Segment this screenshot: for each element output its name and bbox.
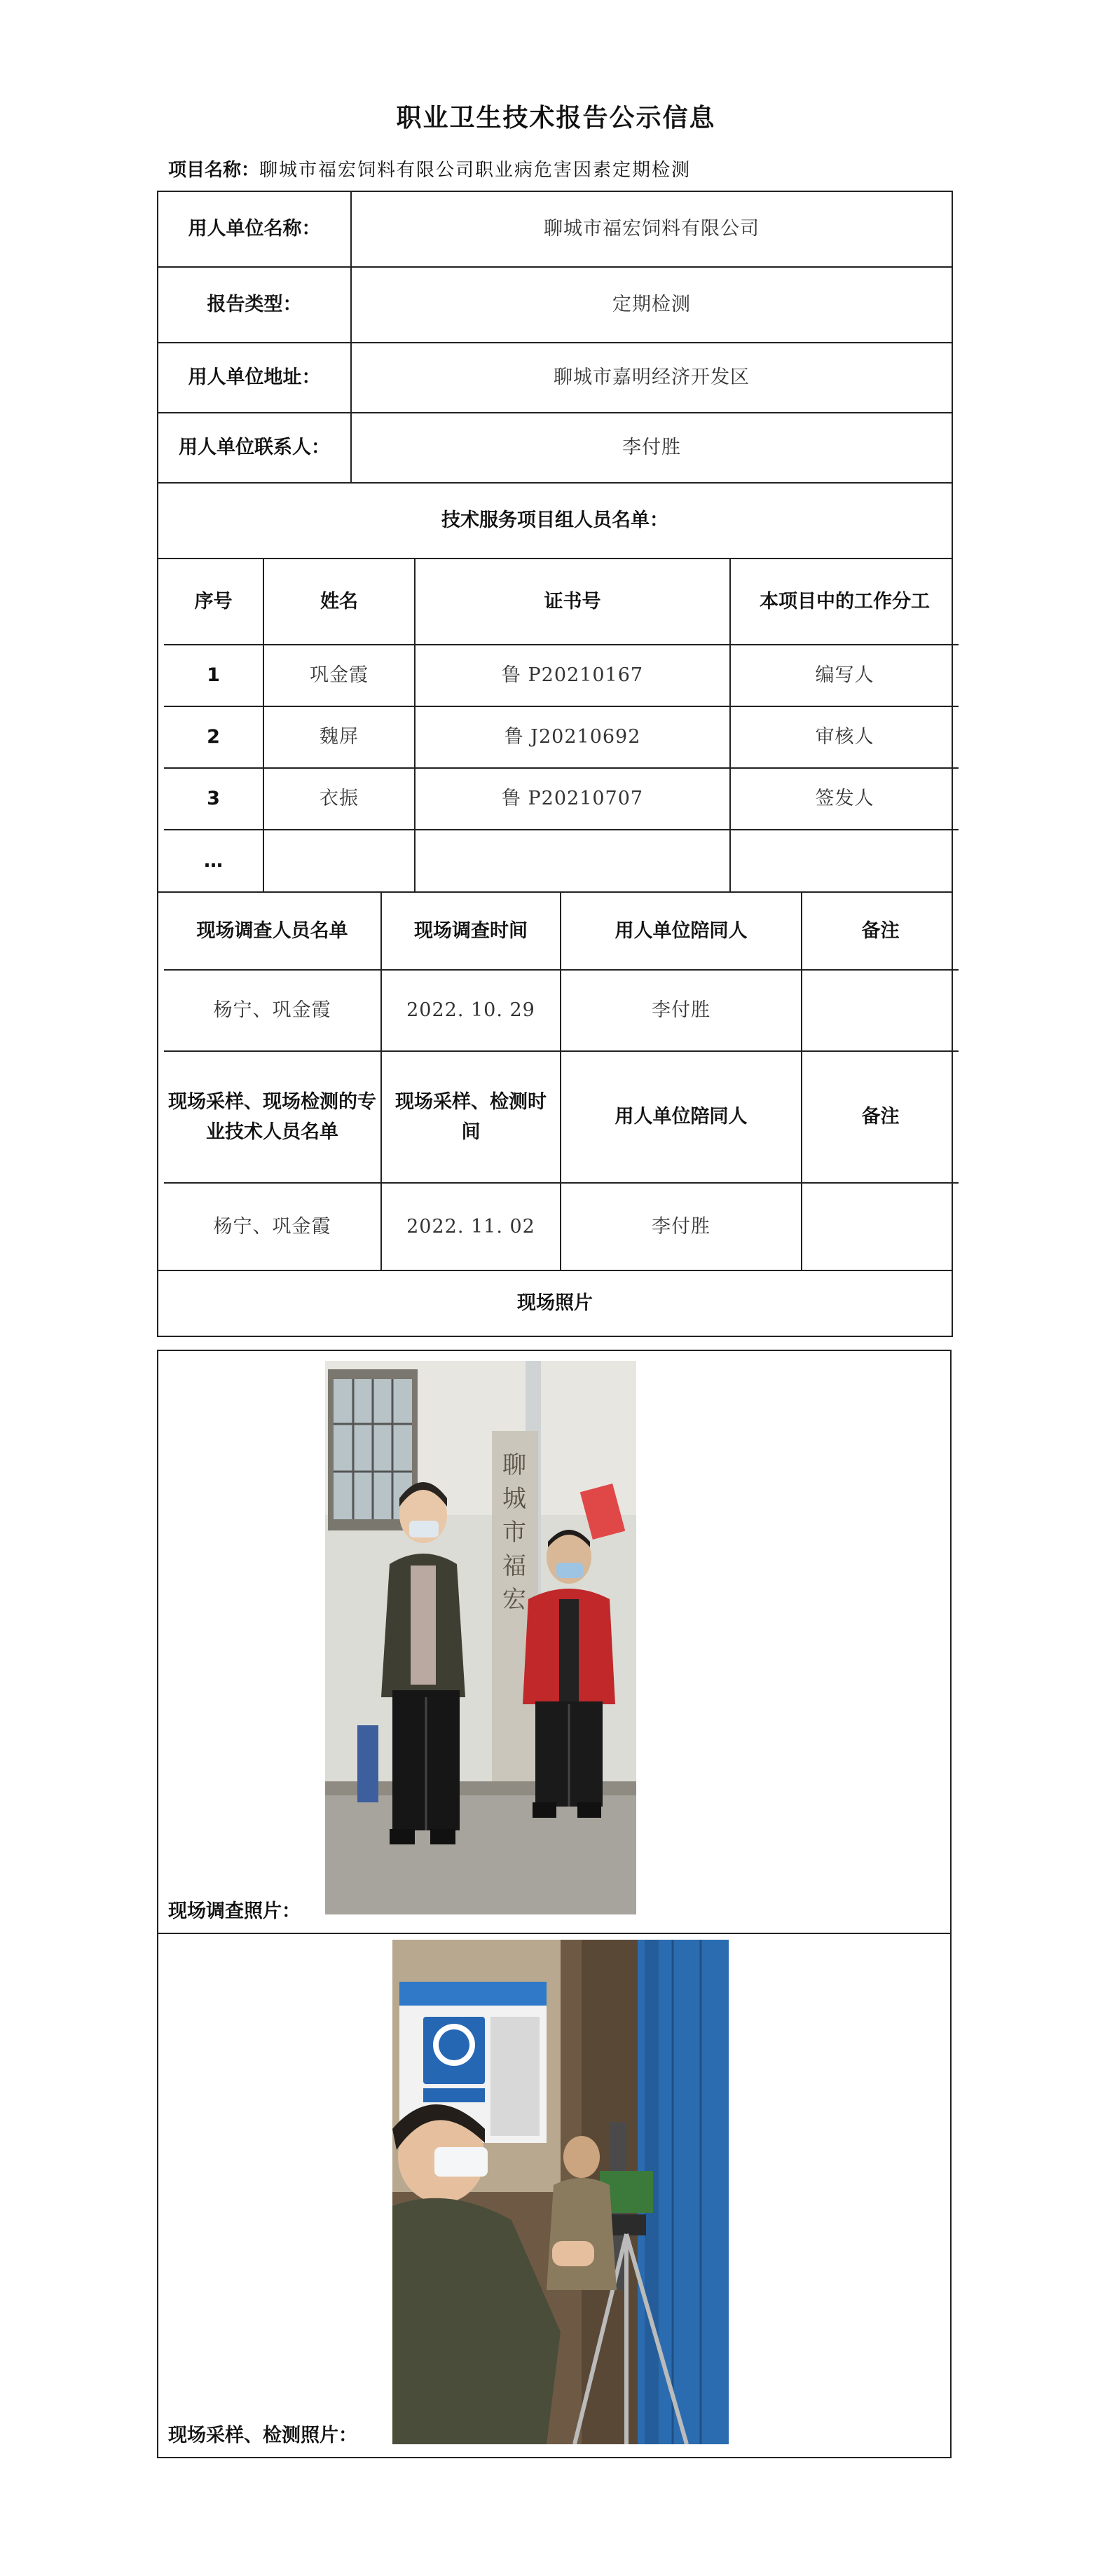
project-value: 聊城市福宏饲料有限公司职业病危害因素定期检测	[259, 160, 692, 181]
team-row	[164, 830, 959, 891]
team-table-cell	[158, 559, 952, 892]
address-label: 用人单位地址：	[158, 343, 351, 413]
team-row-cert: 鲁 P20210707	[415, 768, 730, 830]
sampling-note	[802, 1183, 959, 1270]
photos-table	[157, 1350, 952, 2458]
team-header-cert: 证书号	[415, 559, 730, 645]
report-type-value: 定期检测	[351, 267, 952, 343]
survey-header-time: 现场调查时间	[381, 893, 561, 970]
sampling-header-time: 现场采样、检测时间	[381, 1051, 561, 1183]
survey-table-cell	[158, 892, 952, 1270]
team-row-cert: 鲁 J20210692	[415, 706, 730, 768]
team-row	[164, 645, 959, 706]
sign-char-2: 城	[502, 1485, 526, 1513]
team-header-name: 姓名	[263, 559, 415, 645]
team-row	[164, 706, 959, 768]
team-row-cert	[415, 830, 730, 891]
company-value: 聊城市福宏饲料有限公司	[351, 191, 952, 267]
sampling-people: 杨宁、巩金霞	[164, 1183, 381, 1270]
survey-photo-cell	[158, 1350, 951, 1933]
contact-label: 用人单位联系人：	[158, 413, 351, 483]
sign-char-1: 聊	[502, 1451, 526, 1479]
sign-char-3: 市	[502, 1519, 526, 1547]
sampling-photo	[392, 1940, 729, 2444]
team-row-cert: 鲁 P20210167	[415, 645, 730, 706]
sampling-photo-cell	[158, 1933, 951, 2458]
survey-people: 杨宁、巩金霞	[164, 970, 381, 1051]
address-value: 聊城市嘉明经济开发区	[351, 343, 952, 413]
sampling-header-people: 现场采样、现场检测的专业技术人员名单	[164, 1051, 381, 1183]
team-row-role: 签发人	[730, 768, 959, 830]
project-line	[168, 156, 691, 181]
report-info-table	[157, 191, 953, 1337]
survey-header-note: 备注	[802, 893, 959, 970]
team-row-no: 3	[164, 768, 263, 830]
sampling-time: 2022. 11. 02	[381, 1183, 561, 1270]
project-label: 项目名称：	[168, 160, 260, 181]
survey-photo-label: 现场调查照片：	[168, 1900, 301, 1922]
team-section-title: 技术服务项目组人员名单：	[158, 483, 952, 559]
team-row-name: 魏屏	[263, 706, 415, 768]
survey-table	[164, 893, 959, 1270]
team-row-no: 1	[164, 645, 263, 706]
contact-value: 李付胜	[351, 413, 952, 483]
company-label: 用人单位名称：	[158, 191, 351, 267]
sampling-header-companion: 用人单位陪同人	[561, 1051, 802, 1183]
sign-char-4: 福	[502, 1552, 526, 1580]
team-row-name	[263, 830, 415, 891]
page-title: 职业卫生技术报告公示信息	[396, 104, 716, 132]
team-row-name: 衣振	[263, 768, 415, 830]
sampling-companion: 李付胜	[561, 1183, 802, 1270]
team-row-no: …	[164, 830, 263, 891]
survey-header-companion: 用人单位陪同人	[561, 893, 802, 970]
report-type-label: 报告类型：	[158, 267, 351, 343]
team-row-role	[730, 830, 959, 891]
team-header-role: 本项目中的工作分工	[730, 559, 959, 645]
team-row-role: 编写人	[730, 645, 959, 706]
survey-note	[802, 970, 959, 1051]
team-row-name: 巩金霞	[263, 645, 415, 706]
survey-companion: 李付胜	[561, 970, 802, 1051]
sign-char-5: 宏	[502, 1586, 526, 1614]
survey-photo	[325, 1361, 636, 1914]
sampling-photo-label: 现场采样、检测照片：	[168, 2425, 357, 2446]
team-header-no: 序号	[164, 559, 263, 645]
team-row	[164, 768, 959, 830]
photos-section-title: 现场照片	[158, 1270, 952, 1336]
team-row-no: 2	[164, 706, 263, 768]
team-row-role: 审核人	[730, 706, 959, 768]
survey-time: 2022. 10. 29	[381, 970, 561, 1051]
survey-header-people: 现场调查人员名单	[164, 893, 381, 970]
team-table	[164, 559, 959, 891]
sampling-header-note: 备注	[802, 1051, 959, 1183]
